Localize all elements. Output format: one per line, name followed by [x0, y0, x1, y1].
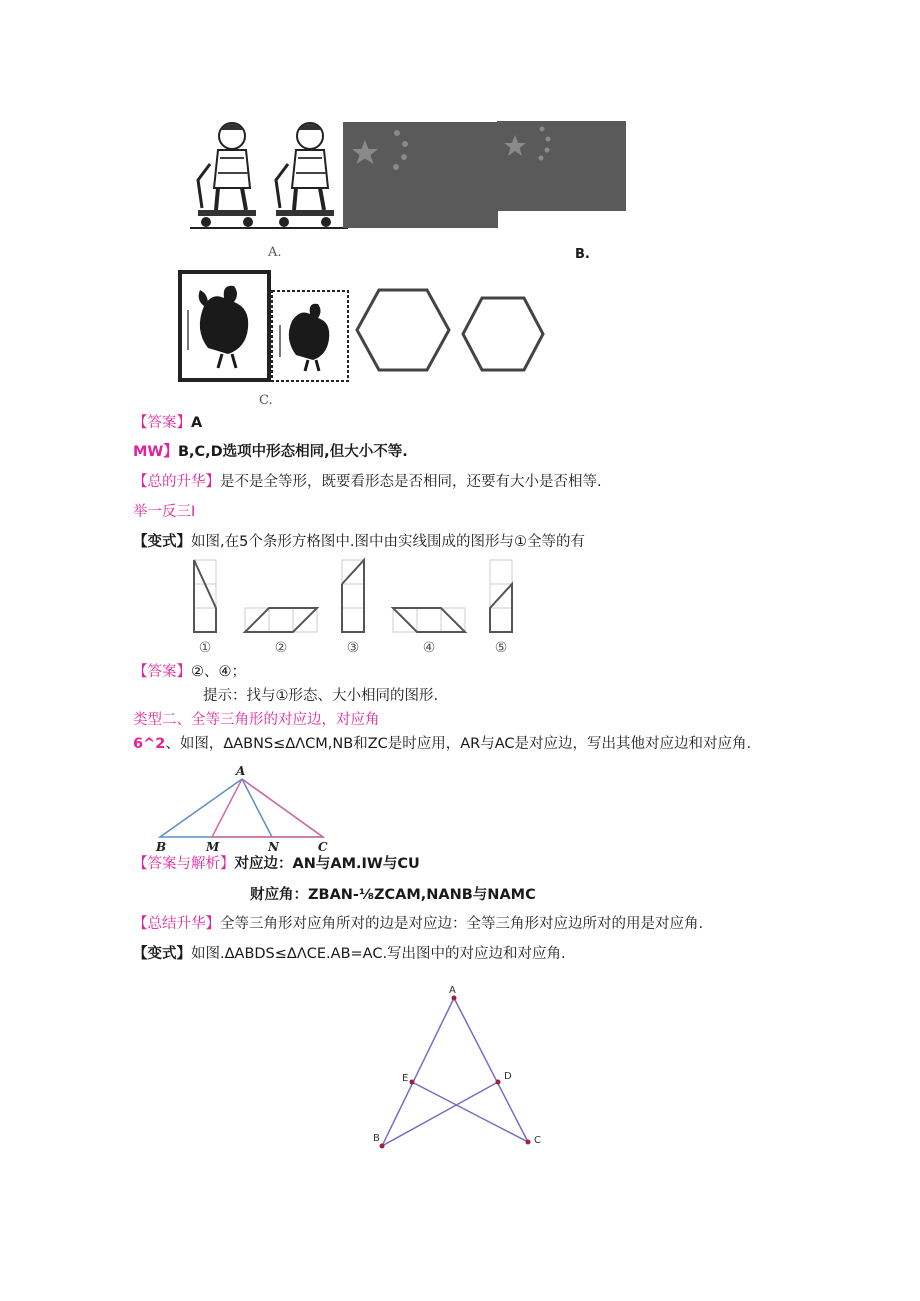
vertex-label-c: C	[534, 1135, 541, 1146]
flag-small	[497, 121, 626, 211]
summary-1	[133, 472, 602, 492]
summary-tag: 【总结升华】	[133, 916, 220, 932]
triangle-figure-2	[370, 980, 550, 1160]
corresponding-angles: 财应角：ZBAN-⅛ZCAM,NANB与NAMC	[250, 887, 536, 903]
variant-2	[133, 944, 566, 964]
vertex-label-d: D	[504, 1071, 512, 1082]
vertex-label-m: M	[206, 840, 220, 854]
hexagon-large	[355, 288, 451, 372]
answer-3	[133, 854, 420, 874]
grid-label-5: ⑤	[494, 640, 508, 656]
type2-heading: 类型二、全等三角形的对应边，对应角	[133, 712, 380, 728]
vertex-label-n: N	[268, 840, 279, 854]
vertex-label-a: A	[236, 764, 246, 778]
variant-1	[133, 532, 585, 552]
summary-text: 全等三角形对应角所对的边是对应边：全等三角形对应边所对的用是对应角.	[220, 916, 704, 932]
vertex-label-c: C	[318, 840, 328, 854]
example-2	[133, 734, 751, 754]
example-text: 、如图，ΔABNS≤ΔΛCM,NB和ZC是时应用，AR与AC是对应边，写出其他对应边和对应角.	[165, 736, 752, 752]
grid-shape-4	[393, 608, 465, 632]
option-b-label: B.	[575, 247, 590, 262]
hexagon-small	[461, 296, 545, 372]
grid-label-3: ③	[346, 640, 360, 656]
answer-2	[133, 662, 246, 682]
analysis-tag: MW】	[133, 444, 178, 460]
answer-value: ②、④；	[191, 664, 246, 680]
example-number: 6^2	[133, 736, 166, 752]
analysis-text: B,C,D选项中形态相同,但大小不等.	[177, 444, 408, 460]
grid-label-1: ①	[198, 640, 212, 656]
grid-shape-5	[490, 560, 512, 632]
answer-analysis-tag: 【答案与解析】	[133, 856, 235, 872]
corresponding-sides: 对应边：AN与AM.IW与CU	[234, 856, 420, 872]
summary-text: 是不是全等形，既要看形态是否相同，还要有大小是否相等.	[220, 474, 602, 490]
variant-tag: 【变式】	[133, 946, 191, 962]
summary-2	[133, 914, 703, 934]
option-a-label: A.	[268, 245, 282, 260]
grid-figure	[185, 557, 525, 657]
answer-value: A	[191, 415, 203, 431]
flag-large	[343, 122, 498, 228]
vertex-label-b: B	[156, 840, 167, 854]
answer-tag: 【答案】	[133, 415, 191, 431]
grid-shape-3	[342, 560, 364, 632]
variant-text: 如图.ΔABDS≤ΔΛCE.AB=AC.写出图中的对应边和对应角.	[191, 946, 566, 962]
triangle-figure-1	[150, 765, 335, 855]
answer-tag: 【答案】	[133, 664, 191, 680]
summary-tag: 【总的升华】	[133, 474, 220, 490]
variant-tag: 【变式】	[133, 534, 191, 550]
vertex-label-e: E	[402, 1073, 409, 1084]
grid-shape-2	[245, 608, 317, 632]
rooster-stamp-small	[272, 291, 348, 381]
answer-1	[133, 413, 202, 433]
option-c-label: C.	[259, 393, 273, 408]
analysis-1	[133, 442, 408, 462]
vertex-label-b: B	[373, 1133, 380, 1144]
grid-label-2: ②	[274, 640, 288, 656]
grid-label-4: ④	[422, 640, 436, 656]
grid-shape-1	[194, 560, 216, 632]
answer-2-hint: 提示：找与①形态、大小相同的图形.	[203, 688, 439, 704]
vertex-label-a: A	[449, 985, 456, 996]
boy-scooter-figure-1	[190, 118, 270, 233]
rooster-stamp-large	[178, 270, 271, 382]
variant-text: 如图,在5个条形方格图中.图中由实线围成的图形与①全等的有	[191, 534, 585, 550]
section-practice-heading: 举一反三I	[133, 504, 196, 520]
boy-scooter-figure-2	[268, 118, 348, 233]
